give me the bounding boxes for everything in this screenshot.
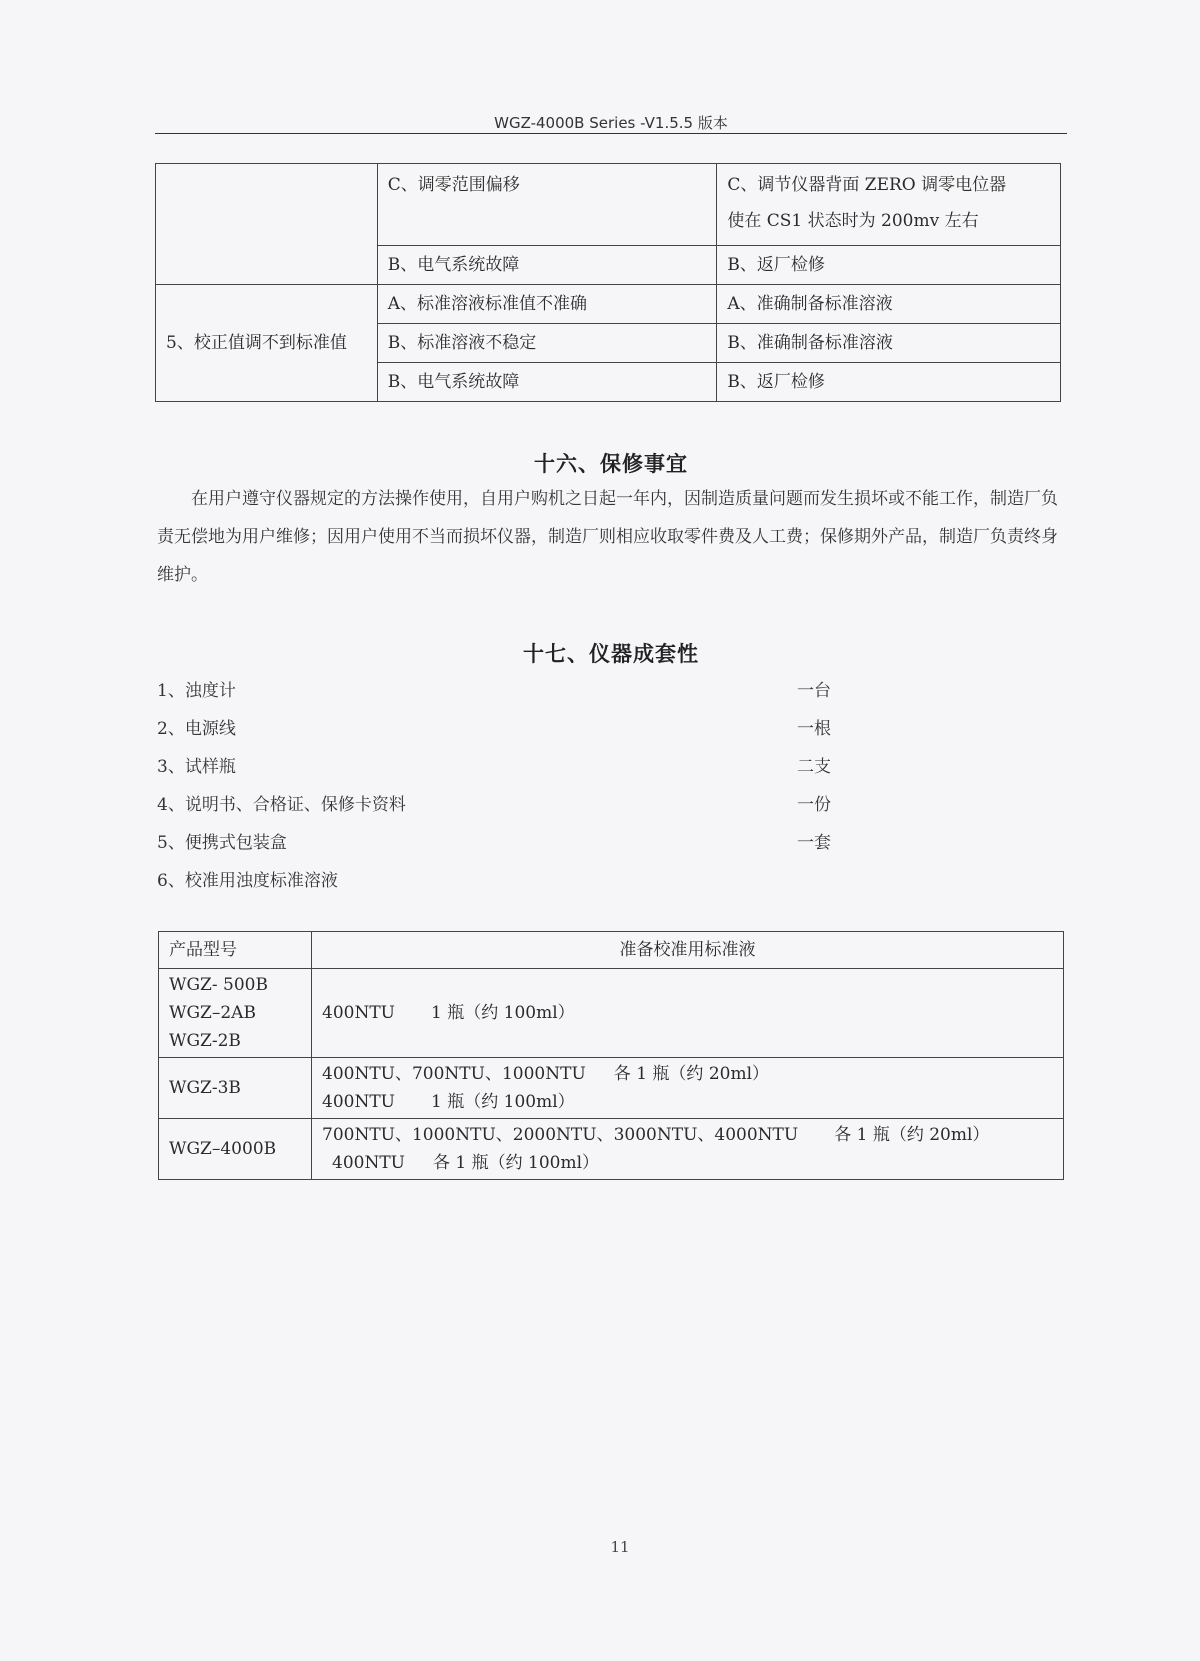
warranty-paragraph: 在用户遵守仪器规定的方法操作使用，自用户购机之日起一年内，因制造质量问题而发生损坏或不能工作，制造厂负责无偿地为用户维修；因用户使用不当而损坏仪器，制造厂则相应收取零件费及人工费；保修期外产品，制造厂负责终身维护。 (157, 489, 1058, 585)
page-number: 11 (610, 1538, 630, 1556)
solution-amount: 1 瓶（约 100ml） (431, 1092, 575, 1112)
table-row (159, 969, 1064, 1058)
list-item (157, 710, 837, 748)
table-header-row (159, 932, 1064, 969)
troubleshooting-table (155, 163, 1061, 402)
kit-item-name: 1、浊度计 (157, 681, 236, 701)
section-title-warranty: 十六、保修事宜 (534, 452, 688, 476)
remedy-cell (717, 164, 1061, 246)
list-item (157, 786, 837, 824)
kit-item-qty: 一根 (797, 719, 831, 739)
column-header-solution: 准备校准用标准液 (312, 932, 1064, 969)
kit-list (157, 672, 837, 900)
remedy-line: C、调节仪器背面 ZERO 调零电位器 (727, 175, 1007, 195)
table-row (159, 1058, 1064, 1119)
remedy-cell: A、准确制备标准溶液 (717, 285, 1061, 324)
solution-amount: 各 1 瓶（约 20ml） (834, 1125, 990, 1145)
kit-item-qty: 一套 (797, 833, 831, 853)
remedy-cell: B、返厂检修 (717, 363, 1061, 402)
cause-cell: C、调零范围偏移 (377, 164, 717, 246)
column-header-model: 产品型号 (159, 932, 312, 969)
solution-cell (312, 969, 1064, 1058)
remedy-line: 使在 CS1 状态时为 200mv 左右 (727, 211, 979, 231)
kit-item-qty: 二支 (797, 757, 831, 777)
fault-cell: 5、校正值调不到标准值 (156, 285, 378, 402)
table-row (156, 164, 1061, 246)
header-rule (155, 133, 1067, 134)
kit-item-qty: 一台 (797, 681, 831, 701)
solution-value: 400NTU (332, 1153, 405, 1173)
list-item (157, 748, 837, 786)
model-name: WGZ-2B (169, 1031, 241, 1051)
list-item (157, 672, 837, 710)
list-item (157, 862, 837, 900)
fault-cell-empty (156, 164, 378, 285)
solution-cell (312, 1119, 1064, 1180)
model-cell: WGZ–4000B (159, 1119, 312, 1180)
kit-item-qty: 一份 (797, 795, 831, 815)
model-cell (159, 969, 312, 1058)
standard-solution-table (158, 931, 1064, 1180)
model-name: WGZ- 500B (169, 975, 268, 995)
solution-amount: 各 1 瓶（约 20ml） (613, 1064, 770, 1084)
remedy-cell: B、准确制备标准溶液 (717, 324, 1061, 363)
cause-cell: B、标准溶液不稳定 (377, 324, 717, 363)
kit-item-name: 2、电源线 (157, 719, 236, 739)
running-header: WGZ-4000B Series -V1.5.5 版本 (494, 114, 728, 132)
solution-value: 400NTU (322, 1003, 395, 1023)
remedy-cell: B、返厂检修 (717, 246, 1061, 285)
solution-value: 400NTU、700NTU、1000NTU (322, 1064, 586, 1084)
solution-cell (312, 1058, 1064, 1119)
list-item (157, 824, 837, 862)
kit-item-name: 6、校准用浊度标准溶液 (157, 871, 338, 891)
cause-cell: B、电气系统故障 (377, 363, 717, 402)
model-cell: WGZ-3B (159, 1058, 312, 1119)
cause-cell: A、标准溶液标准值不准确 (377, 285, 717, 324)
kit-item-name: 4、说明书、合格证、保修卡资料 (157, 795, 406, 815)
solution-amount: 1 瓶（约 100ml） (431, 1003, 575, 1023)
table-row (156, 285, 1061, 324)
section-title-kit: 十七、仪器成套性 (523, 642, 699, 666)
table-row (159, 1119, 1064, 1180)
solution-value: 400NTU (322, 1092, 395, 1112)
solution-value: 700NTU、1000NTU、2000NTU、3000NTU、4000NTU (322, 1125, 799, 1145)
kit-item-name: 5、便携式包装盒 (157, 833, 287, 853)
solution-amount: 各 1 瓶（约 100ml） (433, 1153, 600, 1173)
cause-cell: B、电气系统故障 (377, 246, 717, 285)
model-name: WGZ–2AB (169, 1003, 256, 1023)
kit-item-name: 3、试样瓶 (157, 757, 236, 777)
